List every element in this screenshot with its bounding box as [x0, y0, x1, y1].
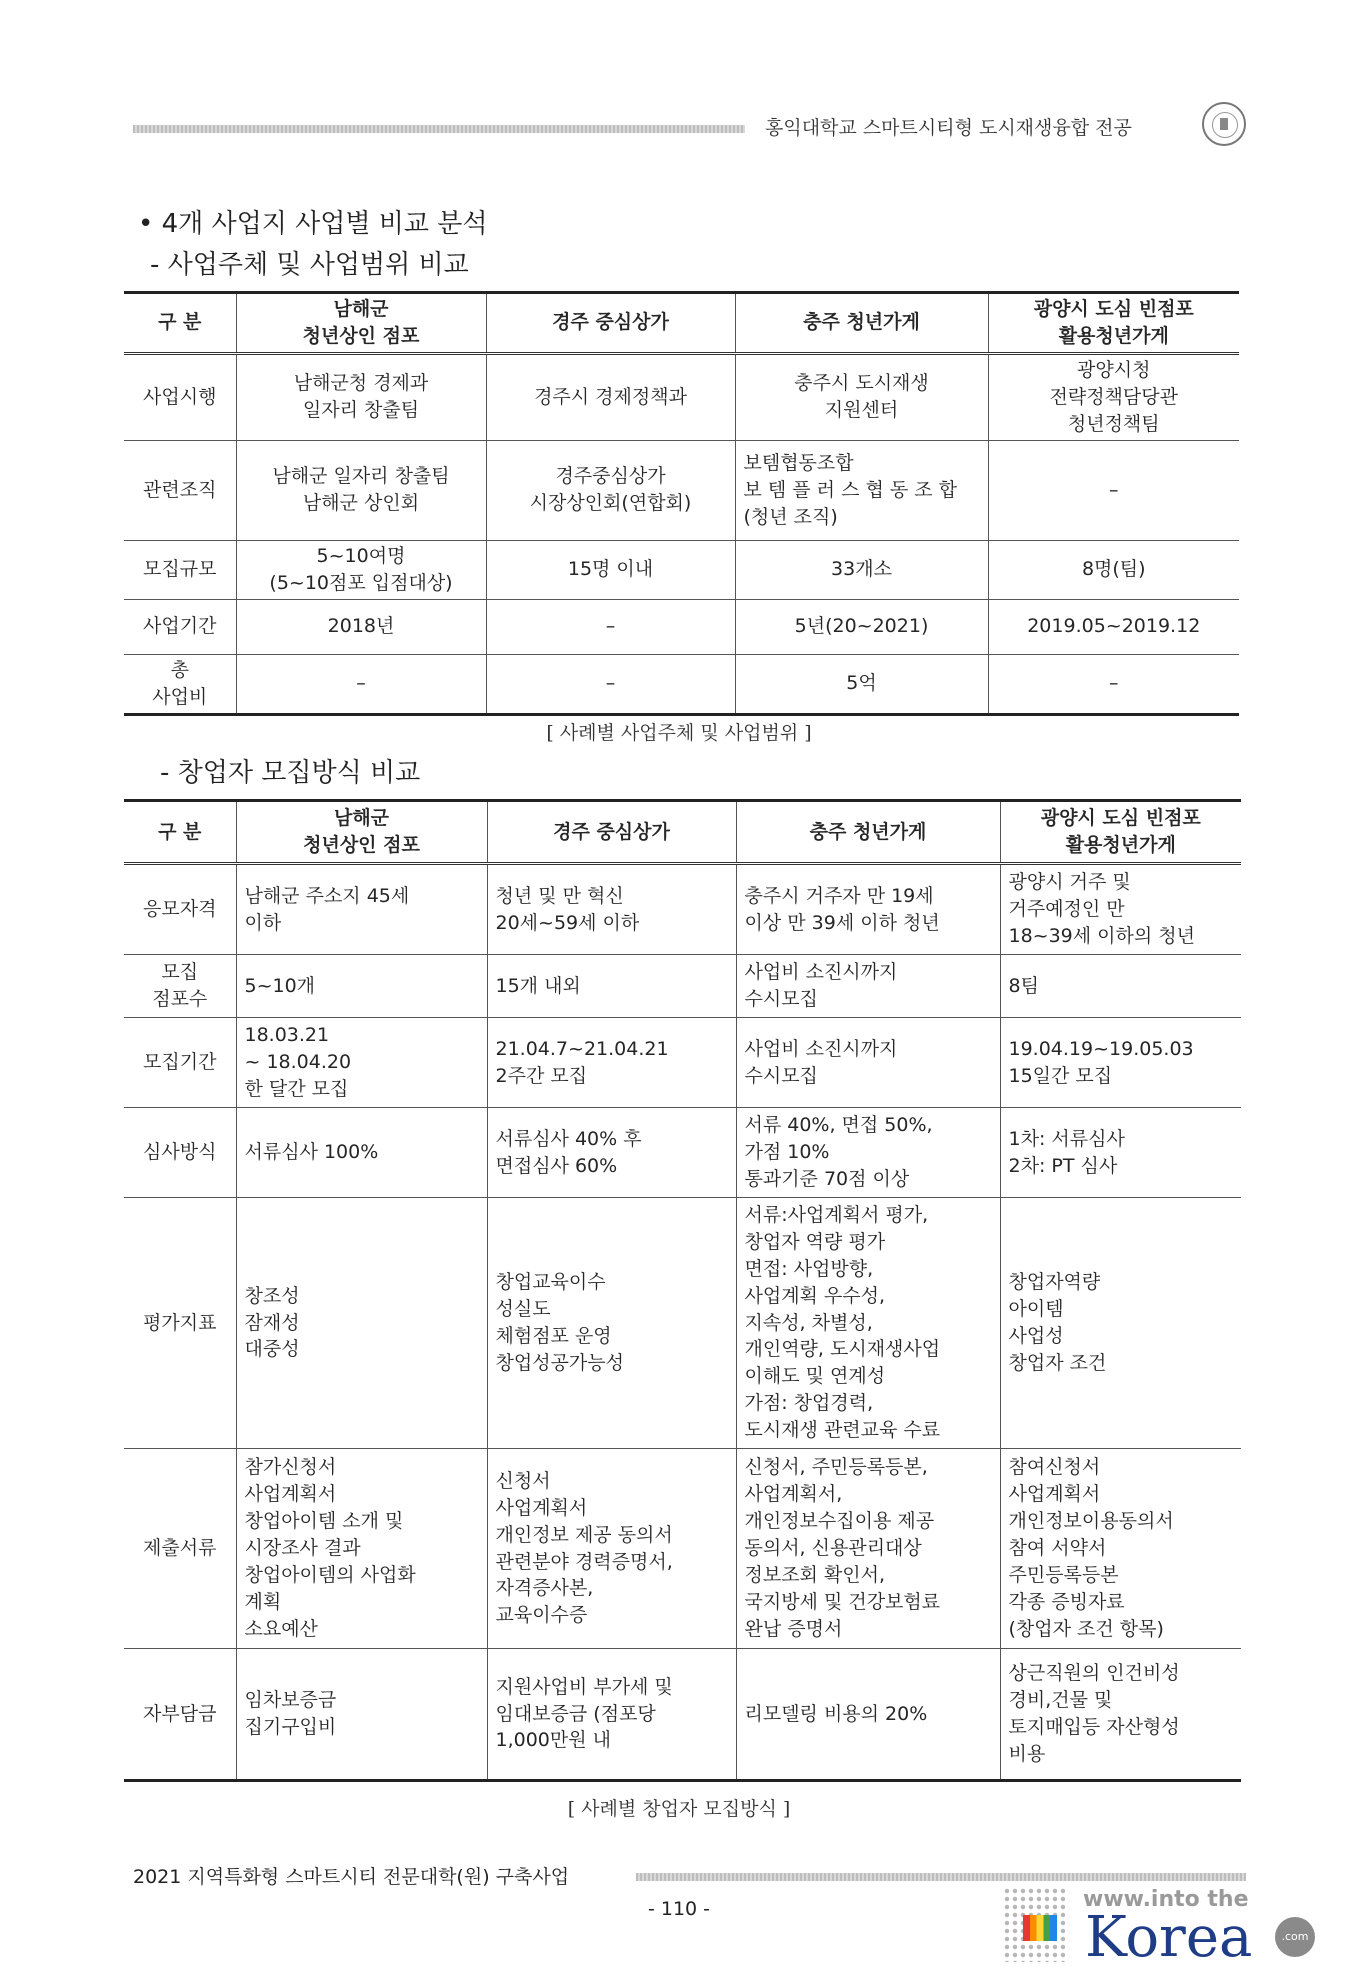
table-cell: –: [486, 654, 735, 714]
table-cell: 5년(20~2021): [735, 599, 988, 654]
table-cell: 1차: 서류심사 2차: PT 심사: [1000, 1108, 1241, 1198]
row-header-cell: 자부담금: [124, 1649, 236, 1781]
header-cell: 남해군 청년상인 점포: [236, 801, 487, 864]
table-row: [124, 440, 1239, 540]
header-cell: 경주 중심상가: [487, 801, 736, 864]
table-cell: 창조성 잠재성 대중성: [236, 1198, 487, 1449]
row-header-cell: 제출서류: [124, 1449, 236, 1649]
row-header-cell: 심사방식: [124, 1108, 236, 1198]
subsection-heading-recruitment: - 창업자 모집방식 비교: [160, 758, 421, 788]
table-row: [124, 1108, 1241, 1198]
table-cell: 5~10여명 (5~10점포 입점대상): [236, 540, 486, 599]
color-stripe-icon: [1023, 1915, 1057, 1941]
row-header-cell: 모집 점포수: [124, 955, 236, 1018]
row-header-cell: 총 사업비: [124, 654, 236, 714]
row-header-cell: 관련조직: [124, 440, 236, 540]
table-cell: 서류심사 100%: [236, 1108, 487, 1198]
table-cell: 충주시 거주자 만 19세 이상 만 39세 이하 청년: [736, 864, 1000, 955]
table-cell: 창업교육이수 성실도 체험점포 운영 창업성공가능성: [487, 1198, 736, 1449]
table-cell: –: [988, 440, 1239, 540]
table-cell: –: [486, 599, 735, 654]
table-cell: 창업자역량 아이템 사업성 창업자 조건: [1000, 1198, 1241, 1449]
watermark-small-text: www.into the: [1083, 1887, 1249, 1912]
header-cell: 경주 중심상가: [486, 293, 735, 354]
header-rule: [133, 125, 745, 133]
table-cell: 광양시청 전략정책담당관 청년정책팀: [988, 353, 1239, 440]
header-cell: 광양시 도심 빈점포 활용청년가게: [1000, 801, 1241, 864]
table-cell: 남해군청 경제과 일자리 창출팀: [236, 353, 486, 440]
table-cell: 15명 이내: [486, 540, 735, 599]
header-cell: 남해군 청년상인 점포: [236, 293, 486, 354]
table-caption: [ 사례별 사업주체 및 사업범위 ]: [546, 722, 812, 744]
organization-comparison-table: [124, 291, 1239, 716]
table-cell: 5~10개: [236, 955, 487, 1018]
header-cell: 충주 청년가게: [735, 293, 988, 354]
subsection-heading-organization: - 사업주체 및 사업범위 비교: [150, 250, 469, 280]
table-cell: 충주시 도시재생 지원센터: [735, 353, 988, 440]
table-cell: 신청서 사업계획서 개인정보 제공 동의서 관련분야 경력증명서, 자격증사본, 교육이수증: [487, 1449, 736, 1649]
table-cell: 경주시 경제정책과: [486, 353, 735, 440]
table-cell: 참가신청서 사업계획서 창업아이템 소개 및 시장조사 결과 창업아이템의 사업화 계획 소요예산: [236, 1449, 487, 1649]
header-cell: 구 분: [124, 293, 236, 354]
table-cell: 사업비 소진시까지 수시모집: [736, 955, 1000, 1018]
table-cell: 지원사업비 부가세 및 임대보증금 (점포당 1,000만원 내: [487, 1649, 736, 1781]
table-cell: 2018년: [236, 599, 486, 654]
row-header-cell: 사업기간: [124, 599, 236, 654]
table-row: [124, 654, 1239, 714]
university-seal-icon: [1202, 102, 1246, 146]
table-cell: 청년 및 만 혁신 20세~59세 이하: [487, 864, 736, 955]
table-cell: 8팀: [1000, 955, 1241, 1018]
page-number: - 110 -: [647, 1898, 711, 1920]
watermark-big-text: Korea: [1085, 1905, 1253, 1970]
footer-title: 2021 지역특화형 스마트시티 전문대학(원) 구축사업: [133, 1866, 570, 1888]
table-cell: 보템협동조합 보 템 플 러 스 협 동 조 합 (청년 조직): [735, 440, 988, 540]
table-row: [124, 353, 1239, 440]
table-cell: 남해군 주소지 45세 이하: [236, 864, 487, 955]
table-cell: 사업비 소진시까지 수시모집: [736, 1018, 1000, 1108]
table-cell: 참여신청서 사업계획서 개인정보이용동의서 참여 서약서 주민등록등본 각종 증빙자료 (창업자 조건 항목): [1000, 1449, 1241, 1649]
table-cell: 2019.05~2019.12: [988, 599, 1239, 654]
table-caption: [ 사례별 창업자 모집방식 ]: [567, 1798, 791, 1820]
table-cell: 15개 내외: [487, 955, 736, 1018]
table-cell: 21.04.7~21.04.21 2주간 모집: [487, 1018, 736, 1108]
row-header-cell: 평가지표: [124, 1198, 236, 1449]
row-header-cell: 모집기간: [124, 1018, 236, 1108]
table-cell: –: [988, 654, 1239, 714]
table-cell: 서류:사업계획서 평가, 창업자 역량 평가 면접: 사업방향, 사업계획 우수성, 지속성, 차별성, 개인역량, 도시재생사업 이해도 및 연계성 가점: 창업경력, 도시재생 관련교육 수료: [736, 1198, 1000, 1449]
recruitment-comparison-table: [124, 799, 1241, 1782]
header-title: 홍익대학교 스마트시티형 도시재생융합 전공: [765, 117, 1132, 139]
header-cell: 충주 청년가게: [736, 801, 1000, 864]
table-row: [124, 864, 1241, 955]
table-cell: –: [236, 654, 486, 714]
row-header-cell: 사업시행: [124, 353, 236, 440]
table-cell: 신청서, 주민등록등본, 사업계획서, 개인정보수집이용 제공 동의서, 신용관리대상 정보조회 확인서, 국지방세 및 건강보험료 완납 증명서: [736, 1449, 1000, 1649]
footer-rule: [636, 1873, 1246, 1881]
table-row: [124, 1198, 1241, 1449]
watermark-logo: [1003, 1887, 1333, 1970]
table-cell: 남해군 일자리 창출팀 남해군 상인회: [236, 440, 486, 540]
table-cell: 광양시 거주 및 거주예정인 만 18~39세 이하의 청년: [1000, 864, 1241, 955]
table-cell: 리모델링 비용의 20%: [736, 1649, 1000, 1781]
table-row: [124, 1649, 1241, 1781]
table-cell: 19.04.19~19.05.03 15일간 모집: [1000, 1018, 1241, 1108]
section-heading: • 4개 사업지 사업별 비교 분석: [138, 209, 488, 239]
table-header-row: [124, 293, 1239, 354]
table-cell: 경주중심상가 시장상인회(연합회): [486, 440, 735, 540]
row-header-cell: 응모자격: [124, 864, 236, 955]
watermark-dotcom-badge: .com: [1275, 1917, 1315, 1957]
table-cell: 33개소: [735, 540, 988, 599]
header-cell: 광양시 도심 빈점포 활용청년가게: [988, 293, 1239, 354]
table-cell: 5억: [735, 654, 988, 714]
table-cell: 서류심사 40% 후 면접심사 60%: [487, 1108, 736, 1198]
table-row: [124, 955, 1241, 1018]
table-cell: 서류 40%, 면접 50%, 가점 10% 통과기준 70점 이상: [736, 1108, 1000, 1198]
table-header-row: [124, 801, 1241, 864]
table-cell: 상근직원의 인건비성 경비,건물 및 토지매입등 자산형성 비용: [1000, 1649, 1241, 1781]
table-row: [124, 1449, 1241, 1649]
table-cell: 8명(팀): [988, 540, 1239, 599]
table-row: [124, 1018, 1241, 1108]
table-row: [124, 599, 1239, 654]
table-cell: 18.03.21 ~ 18.04.20 한 달간 모집: [236, 1018, 487, 1108]
row-header-cell: 모집규모: [124, 540, 236, 599]
table-row: [124, 540, 1239, 599]
table-cell: 임차보증금 집기구입비: [236, 1649, 487, 1781]
header-cell: 구 분: [124, 801, 236, 864]
